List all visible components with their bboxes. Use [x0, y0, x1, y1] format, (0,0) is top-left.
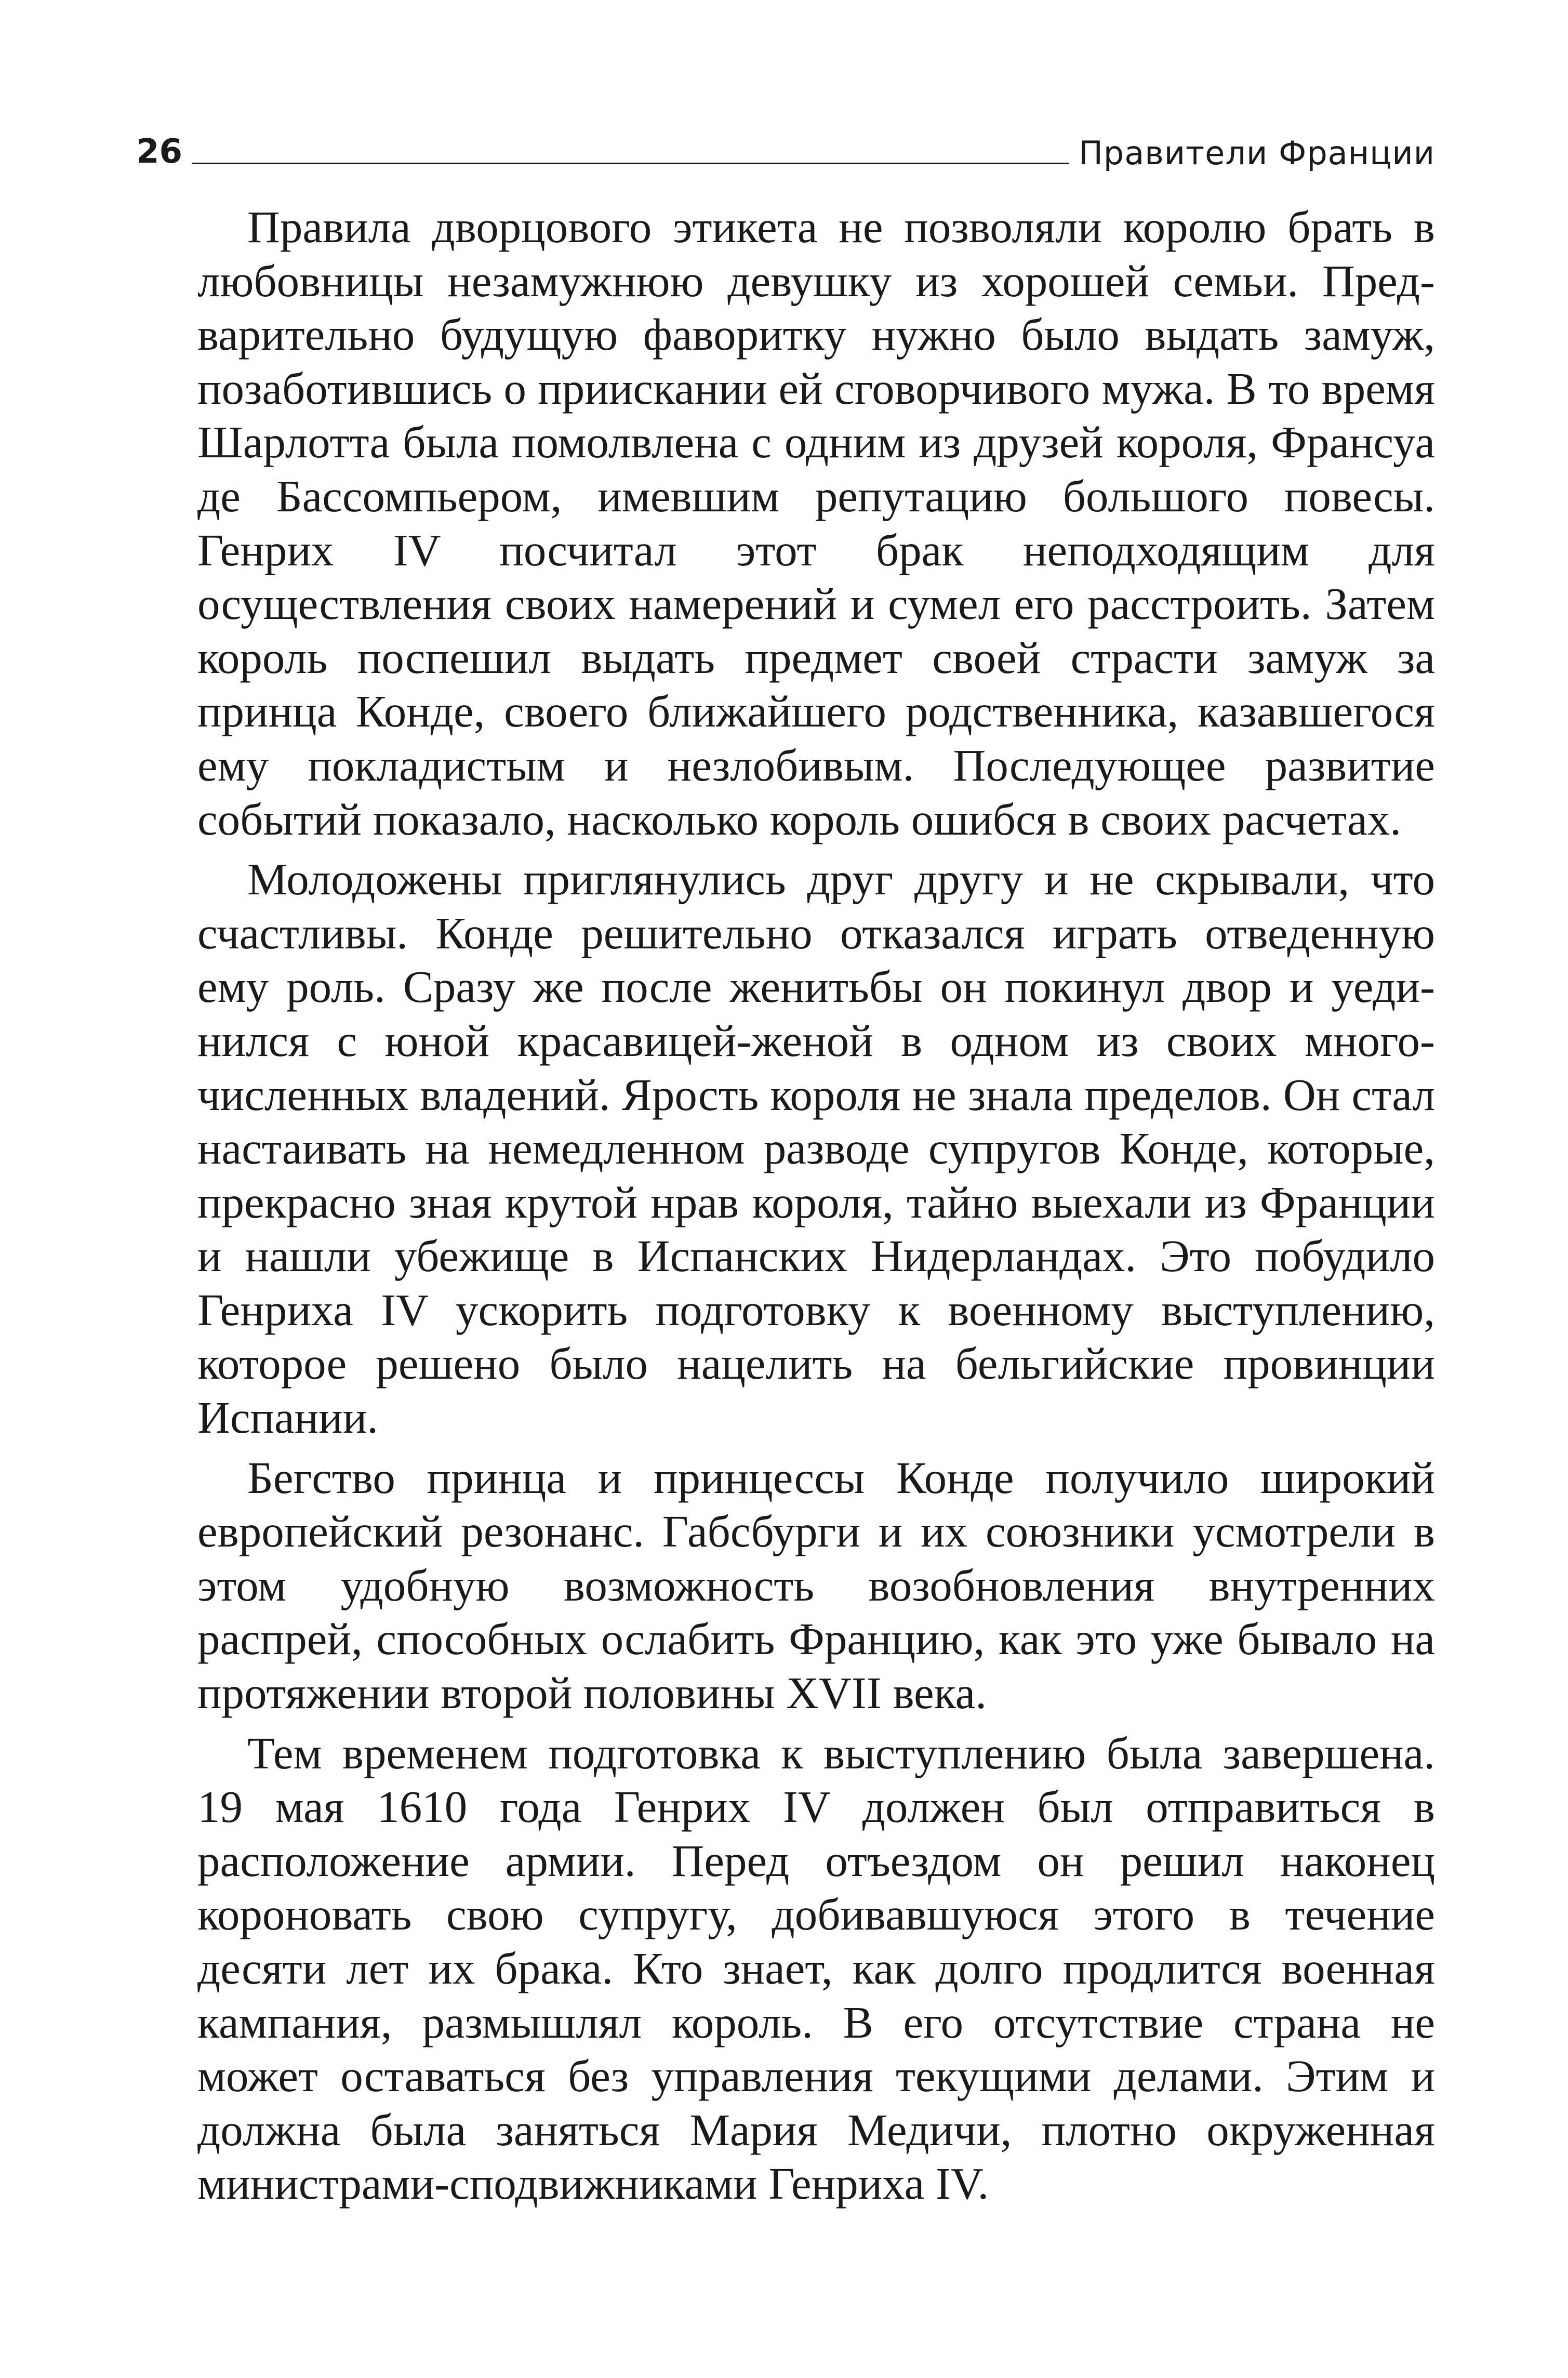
paragraph: Правила дворцового этикета не позволяли королю брать в любовницы незамужнюю девушку из хорошей семьи. Предварительно будущую фаворитку нужно было выдать замуж, позаботившись о приискании ей сговорчивого мужа. В то время Шарлотта была помолвлена с одним из друзей короля, Франсуа де Бассомпьером, имевшим репутацию большого повесы. Генрих IV посчитал этот брак неподходящим для осуществления своих намерений и сумел его расстроить. Затем король поспешил выдать предмет своей страсти замуж за принца Конде, своего ближайшего родственника, казавшегося ему покладистым и незлобивым. Последующее развитие событий показало, насколько король ошибся в своих расчетах. — [197, 202, 1435, 844]
section-title: Правители Франции — [1079, 134, 1435, 172]
body-text — [197, 200, 1435, 2217]
paragraph: Бегство принца и принцессы Конде получило широкий европейский резонанс. Габсбурги и их союзники усмотрели в этом удобную возможность возобновления внутренних распрей, способных ослабить Францию, как это уже бывало на протяжении второй половины XVII века. — [197, 1452, 1435, 1719]
header-rule — [192, 163, 1069, 164]
paragraph: Молодожены приглянулись друг другу и не скрывали, что счастливы. Конде решительно отказался играть отведенную ему роль. Сразу же после женитьбы он покинул двор и уединился с юной красавицей-женой в одном из своих многочисленных владений. Ярость короля не знала пределов. Он стал настаивать на немедленном разводе супругов Конде, которые, прекрасно зная крутой нрав короля, тайно выехали из Франции и нашли убежище в Испанских Нидерландах. Это побудило Генриха IV ускорить подготовку к военному выступлению, которое решено было нацелить на бельгийские провинции Испании. — [197, 854, 1435, 1443]
paragraph: Тем временем подготовка к выступлению была завершена. 19 мая 1610 года Генрих IV должен был отправиться в расположение армии. Перед отъездом он решил наконец короновать свою супругу, добивавшуюся этого в течение десяти лет их брака. Кто знает, как долго продлится военная кампания, размышлял король. В его отсутствие страна не может оставаться без управления текущими делами. Этим и должна была заняться Мария Медичи, плотно окруженная министрами-сподвижниками Генриха IV. — [197, 1727, 1435, 2209]
page-number: 26 — [136, 133, 183, 171]
running-header — [136, 125, 1435, 171]
